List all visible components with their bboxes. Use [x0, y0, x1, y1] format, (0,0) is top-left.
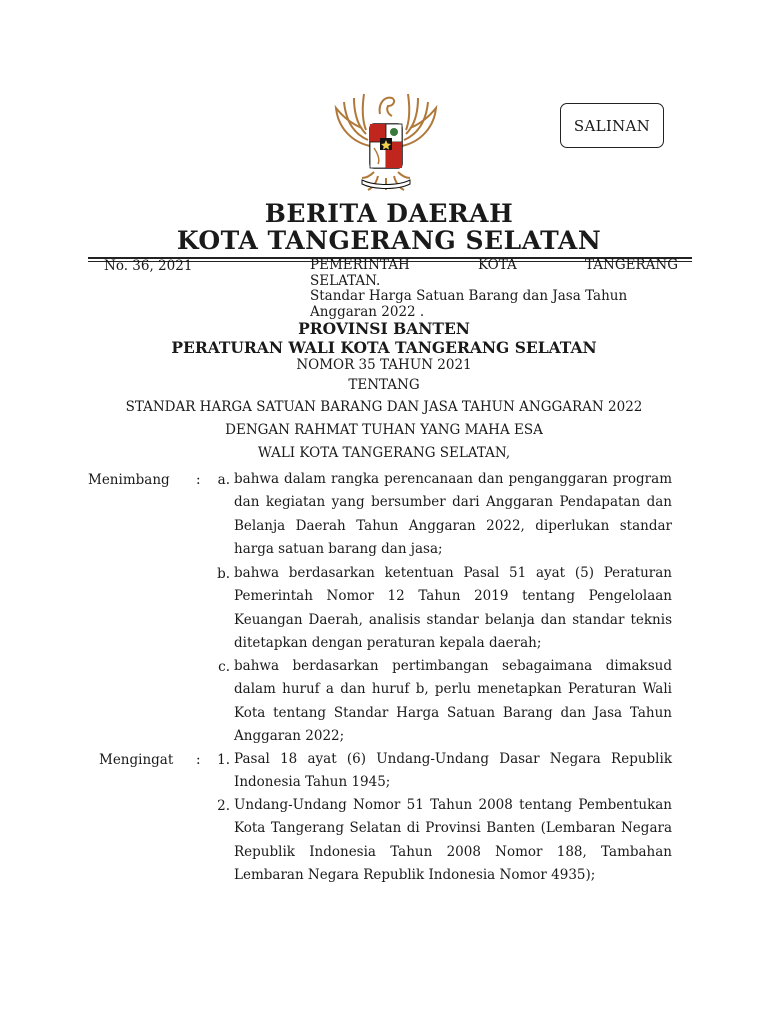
mengingat-item-1: Pasal 18 ayat (6) Undang-Undang Dasar Negara Republik Indonesia Tahun 1945; [234, 751, 672, 791]
regulation-subject: STANDAR HARGA SATUAN BARANG DAN JASA TAHUN ANGGARAN 2022 [125, 399, 643, 415]
menimbang-colon: : [196, 472, 201, 488]
menimbang-item-a: bahwa dalam rangka perencanaan dan penganggaran program dan kegiatan yang bersumber dari Anggaran Pendapatan dan Belanja Daerah Tahun Anggaran 2022, diperlukan standar harga satuan barang dan jasa; [234, 471, 672, 557]
gazette-number: No. 36, 2021 [104, 258, 193, 274]
province-heading: PROVINSI BANTEN [298, 319, 470, 338]
list-marker: 1. [217, 752, 230, 768]
issuer-word: PEMERINTAH [310, 257, 410, 273]
gazette-city: KOTA TANGERANG SELATAN [176, 226, 602, 255]
list-marker: b. [217, 566, 230, 582]
regulation-number: NOMOR 35 TAHUN 2021 [296, 357, 472, 373]
issuer-line-2: SELATAN. [310, 272, 381, 289]
garuda-emblem-icon [322, 84, 450, 196]
menimbang-item-c: bahwa berdasarkan pertimbangan sebagaimana dimaksud dalam huruf a dan huruf b, perlu menetapkan Peraturan Wali Kota tentang Standar Harga Satuan Barang dan Jasa Tahun Anggaran 2022; [234, 658, 672, 744]
issuer-word: KOTA [477, 257, 517, 273]
list-marker: a. [217, 472, 230, 488]
salinan-label: SALINAN [573, 116, 651, 135]
regulation-official: WALI KOTA TANGERANG SELATAN, [257, 445, 511, 461]
regulation-about: TENTANG [348, 377, 420, 393]
issuer-line [310, 258, 678, 274]
salinan-stamp [560, 103, 664, 148]
list-marker: 2. [217, 798, 230, 814]
subject-line-1: Standar Harga Satuan Barang dan Jasa Tahun [310, 288, 628, 304]
mengingat-label: Mengingat [99, 752, 174, 768]
list-marker: c. [218, 659, 230, 675]
menimbang-item-b: bahwa berdasarkan ketentuan Pasal 51 ayat (5) Peraturan Pemerintah Nomor 12 Tahun 2019 tentang Pengelolaan Keuangan Daerah, analisis standar belanja dan standar teknis ditetapkan dengan peraturan kepala daerah; [234, 565, 672, 651]
issuer-word: TANGERANG [585, 257, 678, 273]
mengingat-item-2: Undang-Undang Nomor 51 Tahun 2008 tentang Pembentukan Kota Tangerang Selatan di Provinsi Banten (Lembaran Negara Republik Indonesia Tahun 2008 Nomor 188, Tambahan Lembaran Negara Republik Indonesia Nomor 4935); [234, 797, 672, 883]
mengingat-colon: : [196, 752, 201, 768]
regulation-title: PERATURAN WALI KOTA TANGERANG SELATAN [171, 338, 597, 357]
regulation-blessing: DENGAN RAHMAT TUHAN YANG MAHA ESA [225, 422, 543, 438]
subject-line-2: Anggaran 2022 . [310, 303, 425, 320]
gazette-meta [310, 258, 678, 320]
menimbang-label: Menimbang [88, 472, 170, 488]
gazette-title: BERITA DAERAH [264, 199, 514, 228]
